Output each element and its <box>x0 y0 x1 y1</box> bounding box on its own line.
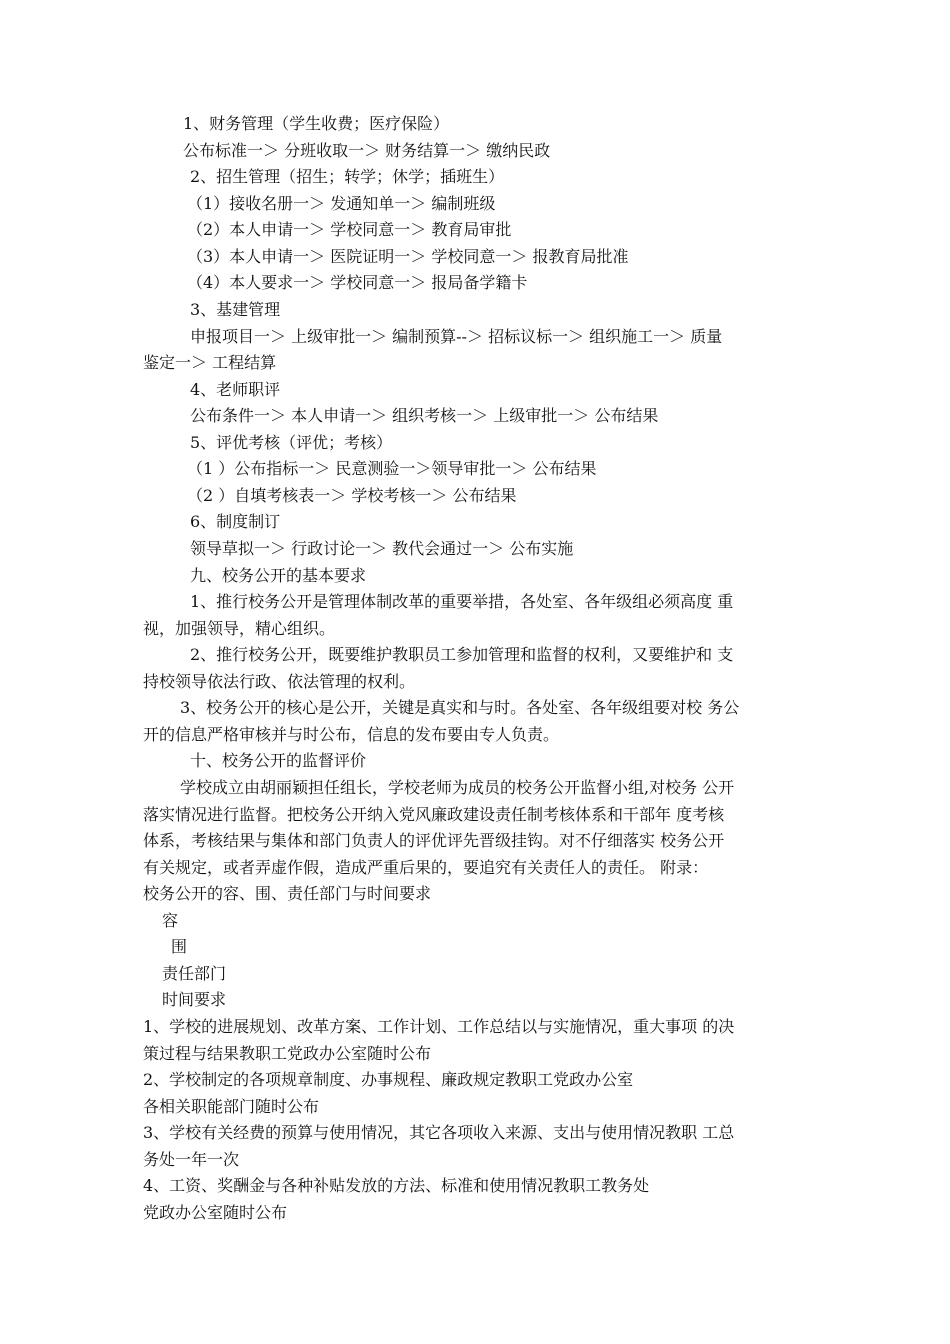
text-line: 4、工资、奖酬金与各种补贴发放的方法、标准和使用情况教职工教务处 <box>143 1176 650 1195</box>
text-line: （2 ）自填考核表一＞ 学校考核一＞ 公布结果 <box>187 486 517 505</box>
text-line: 落实情况进行监督。把校务公开纳入党风廉政建设责任制考核体系和干部年 度考核 <box>143 805 725 824</box>
text-line: （1 ）公布指标一＞ 民意测验一＞领导审批一＞ 公布结果 <box>187 459 597 478</box>
text-line: 策过程与结果教职工党政办公室随时公布 <box>143 1044 432 1063</box>
text-line: 4、老师职评 <box>190 380 281 399</box>
table-header-content: 容 <box>162 911 179 930</box>
text-line: 各相关职能部门随时公布 <box>143 1097 320 1116</box>
text-line: 领导草拟一＞ 行政讨论一＞ 教代会通过一＞ 公布实施 <box>190 539 574 558</box>
text-line: 2、推行校务公开，既要维护教职员工参加管理和监督的权利，又要维护和 支 <box>190 645 734 664</box>
text-line: 3、学校有关经费的预算与使用情况，其它各项收入来源、支出与使用情况教职 工总 <box>143 1123 735 1142</box>
text-line: 1、学校的进展规划、改革方案、工作计划、工作总结以与实施情况，重大事项 的决 <box>143 1017 735 1036</box>
text-line: 3、校务公开的核心是公开，关键是真实和与时。各处室、各年级组要对校 务公 <box>180 698 740 717</box>
section-heading: 十、校务公开的监督评价 <box>190 751 367 770</box>
text-line: 持校领导依法行政、依法管理的权利。 <box>143 672 416 691</box>
text-line: 申报项目一＞ 上级审批一＞ 编制预算--＞ 招标议标一＞ 组织施工一＞ 质量 <box>190 327 723 346</box>
table-header-time: 时间要求 <box>162 990 227 1009</box>
text-line: 2、学校制定的各项规章制度、办事规程、廉政规定教职工党政办公室 <box>143 1070 634 1089</box>
section-heading: 九、校务公开的基本要求 <box>190 566 367 585</box>
text-line: 有关规定，或者弄虚作假，造成严重后果的，要追究有关责任人的责任。 附录： <box>143 858 709 877</box>
text-line: 6、制度制订 <box>190 512 281 531</box>
text-line: 1、推行校务公开是管理体制改革的重要举措，各处室、各年级组必须高度 重 <box>190 592 734 611</box>
text-line: 2、招生管理（招生；转学；休学；插班生） <box>190 167 505 186</box>
text-line: 党政办公室随时公布 <box>143 1203 288 1222</box>
table-header-scope: 围 <box>171 937 188 956</box>
text-line: 视，加强领导，精心组织。 <box>143 619 336 638</box>
text-line: 校务公开的容、围、责任部门与时间要求 <box>143 884 432 903</box>
text-line: （2）本人申请一＞ 学校同意一＞ 教育局审批 <box>187 220 512 239</box>
table-header-department: 责任部门 <box>162 964 227 983</box>
text-line: 5、评优考核（评优；考核） <box>190 433 393 452</box>
text-line: 鉴定一＞ 工程结算 <box>143 353 277 372</box>
text-line: 务处一年一次 <box>143 1150 240 1169</box>
text-line: 学校成立由胡丽颖担任组长，学校老师为成员的校务公开监督小组,对校务 公开 <box>180 778 735 797</box>
text-line: 公布条件一＞ 本人申请一＞ 组织考核一＞ 上级审批一＞ 公布结果 <box>190 406 659 425</box>
text-line: 3、基建管理 <box>190 300 281 319</box>
text-line: 体系，考核结果与集体和部门负责人的评优评先晋级挂钩。对不仔细落实 校务公开 <box>143 831 725 850</box>
text-line: （4）本人要求一＞ 学校同意一＞ 报局备学籍卡 <box>187 273 528 292</box>
text-line: （3）本人申请一＞ 医院证明一＞ 学校同意一＞ 报教育局批准 <box>187 247 629 266</box>
text-line: 开的信息严格审核并与时公布，信息的发布要由专人负责。 <box>143 725 560 744</box>
text-line: 公布标准一＞ 分班收取一＞ 财务结算一＞ 缴纳民政 <box>183 141 551 160</box>
text-line: 1、财务管理（学生收费；医疗保险） <box>183 114 450 133</box>
text-line: （1）接收名册一＞ 发通知单一＞ 编制班级 <box>187 194 496 213</box>
